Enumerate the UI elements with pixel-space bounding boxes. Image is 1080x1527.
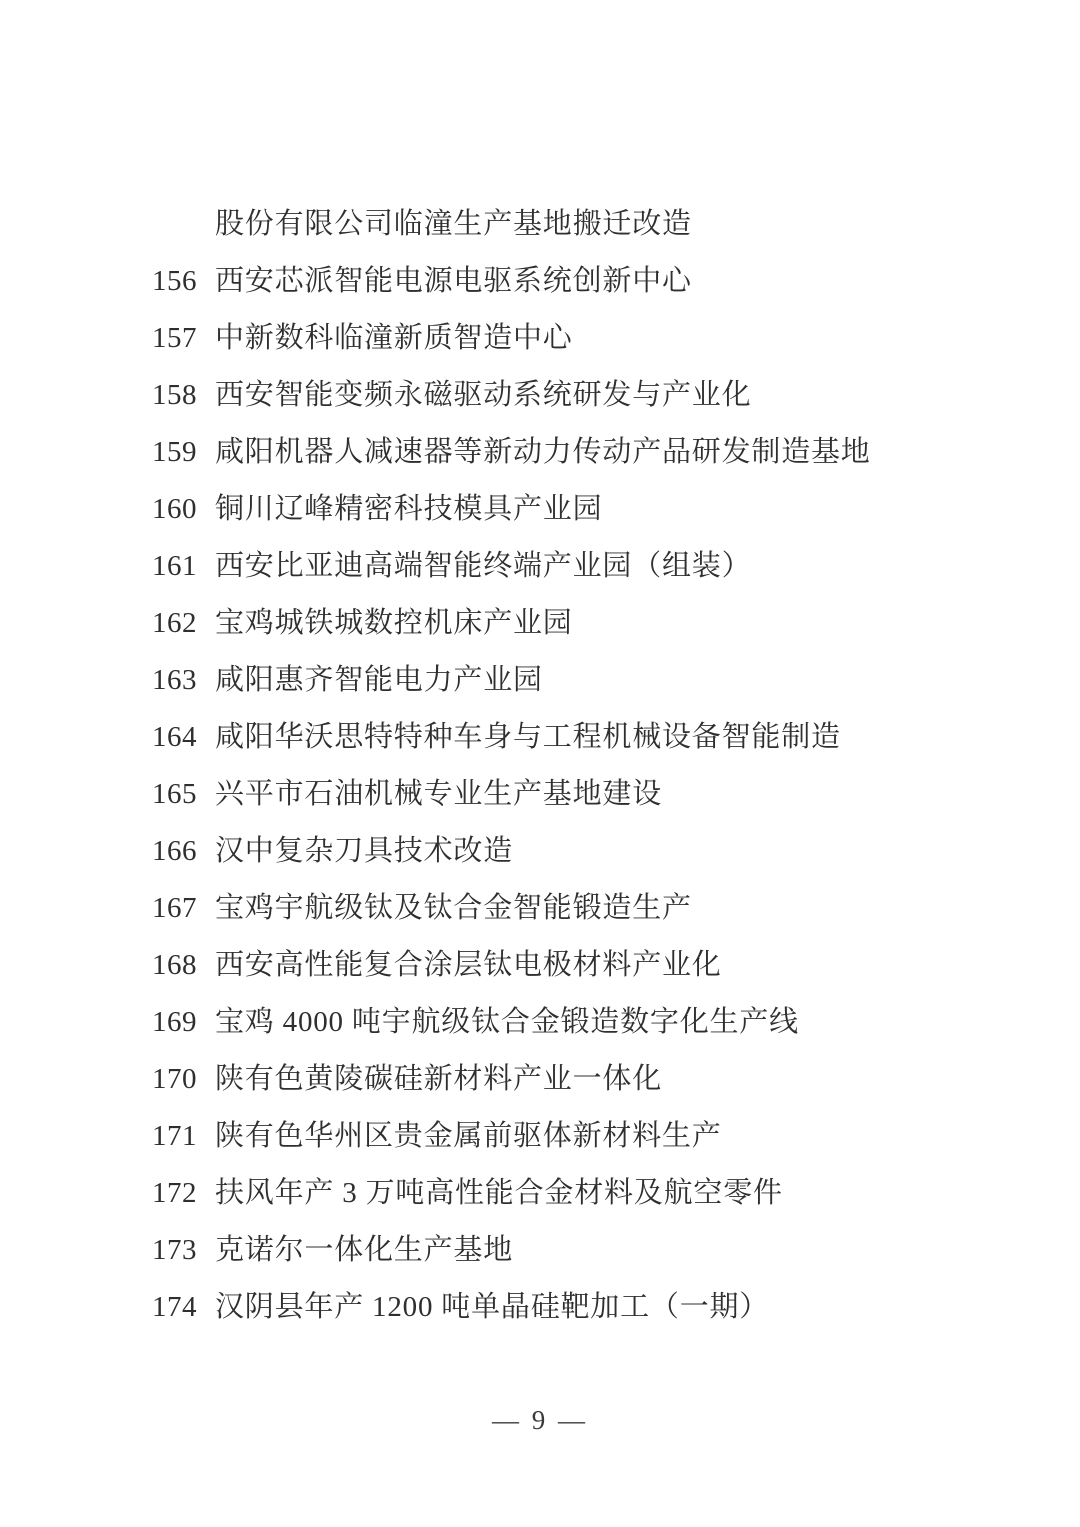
item-title: 中新数科临潼新质智造中心 — [215, 322, 573, 354]
list-rows — [152, 253, 871, 1336]
item-title: 咸阳惠齐智能电力产业园 — [215, 664, 543, 696]
list-item — [152, 424, 871, 481]
list-item — [152, 709, 871, 766]
item-number: 172 — [152, 1177, 197, 1209]
list-item — [152, 595, 871, 652]
item-title: 宝鸡城铁城数控机床产业园 — [215, 607, 573, 639]
item-title: 西安高性能复合涂层钛电极材料产业化 — [215, 949, 722, 981]
item-number: 162 — [152, 607, 197, 639]
project-list — [152, 196, 871, 1336]
list-item — [152, 1051, 871, 1108]
continuation-text: 股份有限公司临潼生产基地搬迁改造 — [215, 208, 692, 240]
item-number: 168 — [152, 949, 197, 981]
item-number: 169 — [152, 1006, 197, 1038]
item-number: 156 — [152, 265, 197, 297]
item-title: 西安芯派智能电源电驱系统创新中心 — [215, 265, 692, 297]
item-number: 174 — [152, 1291, 197, 1323]
list-item — [152, 538, 871, 595]
item-number: 159 — [152, 436, 197, 468]
list-item — [152, 1165, 871, 1222]
item-number: 157 — [152, 322, 197, 354]
item-number: 161 — [152, 550, 197, 582]
item-title: 宝鸡宇航级钛及钛合金智能锻造生产 — [215, 892, 692, 924]
item-number: 163 — [152, 664, 197, 696]
item-title: 西安比亚迪高端智能终端产业园（组装） — [215, 550, 752, 582]
list-item — [152, 310, 871, 367]
list-item — [152, 880, 871, 937]
list-item — [152, 1279, 871, 1336]
item-title: 宝鸡 4000 吨宇航级钛合金锻造数字化生产线 — [215, 1006, 799, 1038]
item-title: 陕有色华州区贵金属前驱体新材料生产 — [215, 1120, 722, 1152]
item-number: 164 — [152, 721, 197, 753]
item-title: 汉中复杂刀具技术改造 — [215, 835, 514, 867]
list-item — [152, 253, 871, 310]
item-title: 汉阴县年产 1200 吨单晶硅靶加工（一期） — [215, 1291, 770, 1323]
continuation-line — [152, 196, 871, 253]
item-title: 铜川辽峰精密科技模具产业园 — [215, 493, 603, 525]
list-item — [152, 823, 871, 880]
list-item — [152, 652, 871, 709]
item-title: 陕有色黄陵碳硅新材料产业一体化 — [215, 1063, 663, 1095]
item-number: 167 — [152, 892, 197, 924]
item-title: 扶风年产 3 万吨高性能合金材料及航空零件 — [215, 1177, 783, 1209]
list-item — [152, 1108, 871, 1165]
item-title: 咸阳机器人减速器等新动力传动产品研发制造基地 — [215, 436, 871, 468]
list-item — [152, 367, 871, 424]
item-number: 166 — [152, 835, 197, 867]
item-number: 173 — [152, 1234, 197, 1266]
item-number: 160 — [152, 493, 197, 525]
page-number: — 9 — — [492, 1405, 588, 1435]
page-footer — [0, 1398, 1080, 1442]
item-title: 克诺尔一体化生产基地 — [215, 1234, 514, 1266]
list-item — [152, 481, 871, 538]
item-number: 171 — [152, 1120, 197, 1152]
list-item — [152, 937, 871, 994]
list-item — [152, 994, 871, 1051]
item-number: 170 — [152, 1063, 197, 1095]
item-title: 西安智能变频永磁驱动系统研发与产业化 — [215, 379, 752, 411]
item-title: 咸阳华沃思特特种车身与工程机械设备智能制造 — [215, 721, 841, 753]
item-title: 兴平市石油机械专业生产基地建设 — [215, 778, 663, 810]
item-number: 158 — [152, 379, 197, 411]
list-item — [152, 766, 871, 823]
list-item — [152, 1222, 871, 1279]
item-number: 165 — [152, 778, 197, 810]
